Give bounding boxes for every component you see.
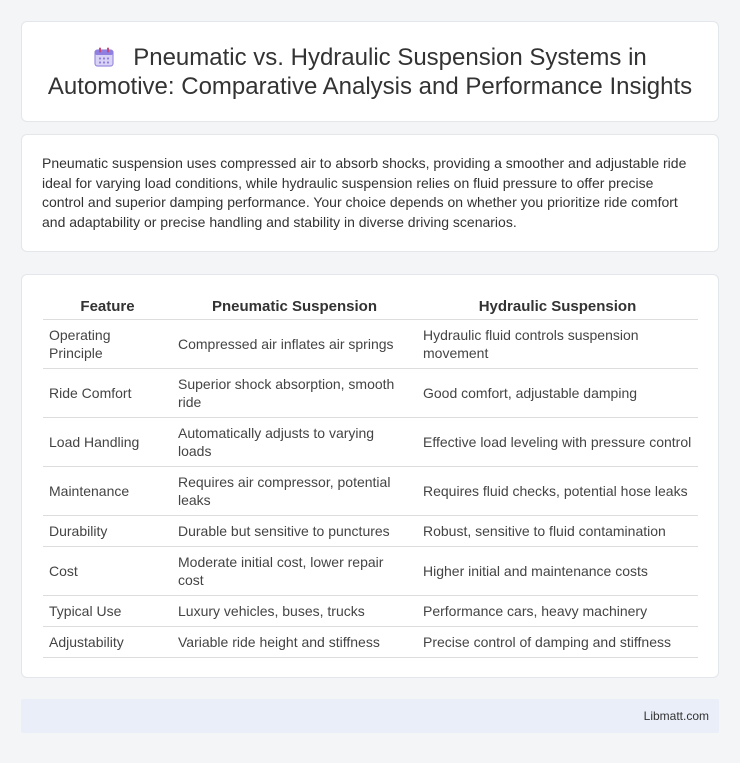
pneumatic-cell: Compressed air inflates air springs: [172, 319, 417, 368]
hydraulic-cell: Good comfort, adjustable damping: [417, 368, 698, 417]
footer-brand: Libmatt.com: [643, 709, 709, 723]
feature-cell: Operating Principle: [43, 319, 172, 368]
feature-cell: Durability: [43, 515, 172, 546]
pneumatic-cell: Automatically adjusts to varying loads: [172, 417, 417, 466]
table-row: [43, 466, 698, 515]
table-row: [43, 319, 698, 368]
table-row: [43, 368, 698, 417]
pneumatic-cell: Durable but sensitive to punctures: [172, 515, 417, 546]
comparison-table: [43, 297, 698, 658]
title-card: [21, 21, 719, 122]
calendar-icon: [93, 46, 115, 68]
table-row: [43, 626, 698, 657]
hydraulic-cell: Precise control of damping and stiffness: [417, 626, 698, 657]
header-hydraulic: Hydraulic Suspension: [417, 297, 698, 319]
pneumatic-cell: Variable ride height and stiffness: [172, 626, 417, 657]
feature-cell: Adjustability: [43, 626, 172, 657]
footer: [21, 699, 719, 733]
feature-cell: Typical Use: [43, 595, 172, 626]
pneumatic-cell: Luxury vehicles, buses, trucks: [172, 595, 417, 626]
hydraulic-cell: Performance cars, heavy machinery: [417, 595, 698, 626]
pneumatic-cell: Moderate initial cost, lower repair cost: [172, 546, 417, 595]
header-pneumatic: Pneumatic Suspension: [172, 297, 417, 319]
hydraulic-cell: Robust, sensitive to fluid contamination: [417, 515, 698, 546]
hydraulic-cell: Hydraulic fluid controls suspension movement: [417, 319, 698, 368]
hydraulic-cell: Requires fluid checks, potential hose leaks: [417, 466, 698, 515]
comparison-card: [21, 274, 719, 678]
pneumatic-cell: Requires air compressor, potential leaks: [172, 466, 417, 515]
feature-cell: Maintenance: [43, 466, 172, 515]
hydraulic-cell: Effective load leveling with pressure control: [417, 417, 698, 466]
feature-cell: Cost: [43, 546, 172, 595]
page-title: [42, 43, 698, 101]
table-row: [43, 546, 698, 595]
table-header-row: [43, 297, 698, 319]
table-row: [43, 515, 698, 546]
page-title-text: Pneumatic vs. Hydraulic Suspension Systems in Automotive: Comparative Analysis and Performance Insights: [47, 43, 693, 100]
feature-cell: Load Handling: [43, 417, 172, 466]
summary-card: [21, 134, 719, 252]
pneumatic-cell: Superior shock absorption, smooth ride: [172, 368, 417, 417]
header-feature: Feature: [43, 297, 172, 319]
table-row: [43, 417, 698, 466]
hydraulic-cell: Higher initial and maintenance costs: [417, 546, 698, 595]
feature-cell: Ride Comfort: [43, 368, 172, 417]
summary-text: Pneumatic suspension uses compressed air to absorb shocks, providing a smoother and adjustable ride ideal for varying load conditions, while hydraulic suspension relies on fluid pressure to offer precise control and superior damping performance. Your choice depends on whether you prioritize ride comfort and adaptability or precise handling and stability in diverse driving scenarios.: [42, 155, 687, 230]
table-row: [43, 595, 698, 626]
